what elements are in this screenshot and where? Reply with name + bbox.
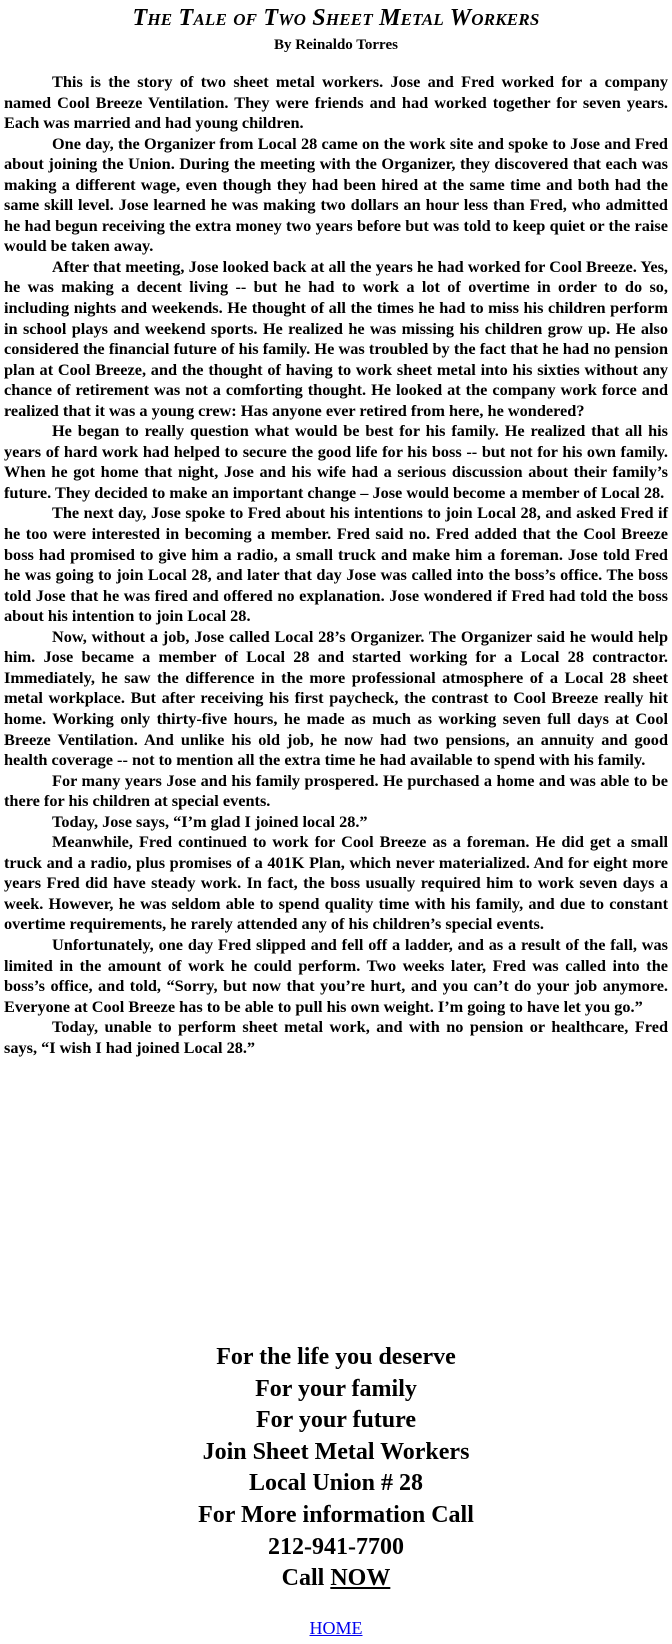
- call-now-line: [0, 1563, 672, 1595]
- story-paragraph: Today, unable to perform sheet metal work, and with no pension or healthcare, Fred says, “I wish I had joined Local 28.”: [4, 1017, 668, 1057]
- story-paragraph: This is the story of two sheet metal workers. Jose and Fred worked for a company named Cool Breeze Ventilation. They were friends and had worked together for seven years. Each was married and had young children.: [4, 72, 668, 133]
- cta-line: For your future: [256, 1407, 416, 1434]
- story-paragraph: The next day, Jose spoke to Fred about his intentions to join Local 28, and asked Fred if he too were interested in becoming a member. Fred said no. Fred added that the Cool Breeze boss had promised to give him a radio, a small truck and make him a foreman. Jose told Fred he was going to join Local 28, and later that day Jose was called into the boss’s office. The boss told Jose that he was fired and offered no explanation. Jose wondered if Fred had told the boss about his intention to join Local 28.: [4, 503, 668, 626]
- phone-number: 212-941-7700: [268, 1533, 404, 1560]
- cta-line: For More information Call: [198, 1501, 474, 1528]
- cta-line: For the life you deserve: [216, 1344, 456, 1370]
- story-body: [4, 72, 668, 1058]
- call-to-action: [0, 1342, 672, 1595]
- story-paragraph: One day, the Organizer from Local 28 came on the work site and spoke to Jose and Fred about joining the Union. During the meeting with the Organizer, they discovered that each was making a different wage, even though they had been hired at the same time and both had the same skill level. Jose learned he was making two dollars an hour less than Fred, who admitted he had begun receiving the extra money two years before but was told to keep quiet or the raise would be taken away.: [4, 133, 668, 256]
- story-paragraph: Unfortunately, one day Fred slipped and fell off a ladder, and as a result of the fall, was limited in the amount of work he could perform. Two weeks later, Fred was called into the boss’s office, and told, “Sorry, but now that you’re hurt, and you can’t do your job anymore. Everyone at Cool Breeze has to be able to pull his own weight. I’m going to have let you go.”: [4, 934, 668, 1016]
- story-paragraph: Meanwhile, Fred continued to work for Cool Breeze as a foreman. He did get a small truck and a radio, plus promises of a 401K Plan, which never materialized. And for eight more years Fred did have steady work. In fact, the boss usually required him to work seven days a week. However, he was seldom able to spend quality time with his family, and due to constant overtime requirements, he rarely attended any of his children’s special events.: [4, 832, 668, 934]
- story-paragraph: Now, without a job, Jose called Local 28’s Organizer. The Organizer said he would help him. Jose became a member of Local 28 and started working for a Local 28 contractor. Immediately, he saw the difference in the more professional atmosphere of a Local 28 sheet metal workplace. But after receiving his first paycheck, the contrast to Cool Breeze really hit home. Working only thirty-five hours, he made as much as working seven full days at Cool Breeze Ventilation. And unlike his old job, he now had two pensions, an annuity and good health coverage -- not to mention all the extra time he had available to spend with his family.: [4, 626, 668, 770]
- story-paragraph: After that meeting, Jose looked back at all the years he had worked for Cool Breeze. Yes, he was making a decent living -- but he had to work a lot of overtime in order to do so, including nights and weekends. He thought of all the times he had to miss his children perform in school plays and weekend sports. He realized he was missing his children grow up. He also considered the financial future of his family. He was troubled by the fact that he had no pension plan at Cool Breeze, and the thought of having to work sheet metal into his sixties without any chance of retirement was not a comforting thought. He looked at the company work force and realized that it was a young crew: Has anyone ever retired from here, he wondered?: [4, 256, 668, 420]
- cta-line: Local Union # 28: [248, 1470, 424, 1497]
- story-paragraph: He began to really question what would be best for his family. He realized that all his years of hard work had helped to secure the good life for his boss -- but not for his own family. When he got home that night, Jose and his wife had a serious discussion about their family’s future. They decided to make an important change – Jose would become a member of Local 28.: [4, 421, 668, 502]
- home-link[interactable]: HOME: [309, 1618, 363, 1638]
- cta-line: For your family: [255, 1375, 417, 1402]
- home-link-container: [0, 1617, 672, 1639]
- call-prefix: Call: [281, 1565, 325, 1592]
- byline: By Reinaldo Torres: [274, 37, 398, 53]
- story-paragraph: Today, Jose says, “I’m glad I joined local 28.”: [52, 811, 368, 831]
- story-title: The Tale of Two Sheet Metal Workers: [132, 5, 540, 31]
- story-paragraph: For many years Jose and his family prospered. He purchased a home and was able to be there for his children at special events.: [4, 770, 668, 811]
- cta-line: Join Sheet Metal Workers: [202, 1438, 470, 1465]
- call-now-emphasis: NOW: [330, 1565, 391, 1592]
